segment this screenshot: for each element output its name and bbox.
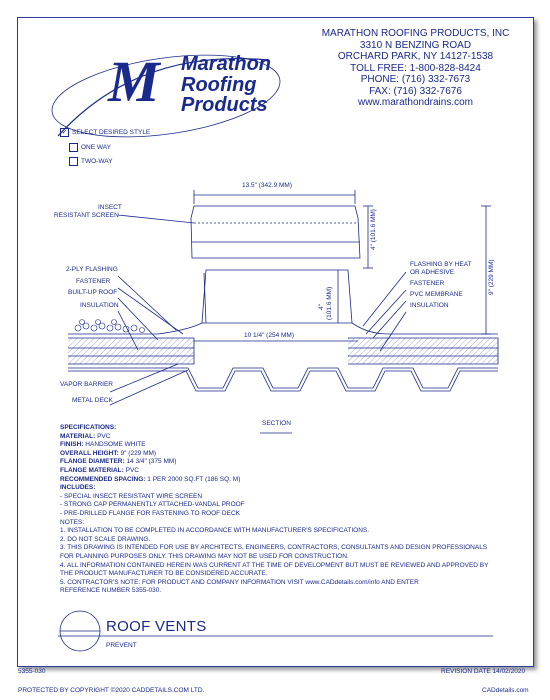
specifications [60, 424, 520, 596]
style-select-label: SELECT DESIRED STYLE [72, 129, 151, 137]
company-address-1: 3310 N BENZING ROAD [359, 39, 472, 51]
label-insulation-right: INSULATION [410, 302, 449, 309]
spec-key: FLANGE DIAMETER: [60, 458, 125, 466]
company-fax: FAX: (716) 332-7676 [369, 85, 462, 97]
drawing-title: ROOF VENTS [106, 618, 207, 635]
note-line: REFERENCE NUMBER 5355-030. [60, 587, 162, 595]
caddetails-link[interactable]: CADdetails.com [482, 687, 529, 694]
label-flashing-heat: FLASHING BY HEAT [410, 261, 472, 268]
includes-heading: INCLUDES: [60, 484, 96, 492]
dim-flange: 10 1/4" (254 MM) [244, 332, 294, 339]
include-item: - SPECIAL INSECT RESISTANT WIRE SCREEN [60, 492, 203, 500]
spec-value: 14 3/4" (375 MM) [124, 458, 177, 466]
label-vapor-barrier: VAPOR BARRIER [60, 381, 113, 388]
drawing-subtitle: PREVENT [106, 642, 137, 649]
spec-value: 9" (229 MM) [118, 449, 157, 457]
note-line: 3. THIS DRAWING IS INTENDED FOR USE BY ARCHITECTS, ENGINEERS, CONTRACTORS, CONSULTANTS AND DESIGN PROFESSIONALS [60, 544, 488, 552]
revision-date: REVISION DATE 14/02/2020 [441, 668, 526, 675]
label-resistant-screen: RESISTANT SCREEN [54, 212, 119, 219]
drawing-sheet [17, 17, 534, 667]
spec-row [60, 476, 520, 485]
label-fastener-right: FASTENER [410, 280, 445, 287]
logo-letter: M [108, 49, 160, 114]
note-line: FOR PLANNING PURPOSES ONLY. THIS DRAWING MAY NOT BE USED FOR CONSTRUCTION. [60, 552, 349, 560]
copyright: PROTECTED BY COPYRIGHT ©2020 CADDETAILS.COM LTD. [18, 687, 205, 694]
spec-key: MATERIAL: [60, 432, 96, 440]
reference-number: 5355-030 [18, 668, 46, 675]
option-one-way-label: ONE WAY [81, 144, 111, 152]
include-item: - PRE-DRILLED FLANGE FOR FASTENING TO ROOF DECK [60, 509, 240, 517]
note-line: 2. DO NOT SCALE DRAWING. [60, 535, 151, 543]
spec-value: HANDSOME WHITE [83, 441, 146, 449]
spec-row [60, 433, 520, 442]
dim-cap: 4" (101.6 MM) [370, 209, 377, 250]
section-label: SECTION [262, 420, 291, 427]
company-tollfree: TOLL FREE: 1-800-828-8424 [350, 62, 481, 74]
label-fastener-left: FASTENER [76, 278, 111, 285]
spec-row [60, 441, 520, 450]
label-pvc-membrane: PVC MEMBRANE [410, 291, 463, 298]
company-name: MARATHON ROOFING PRODUCTS, INC [321, 28, 510, 39]
include-item: - STRONG CAP PERMANENTLY ATTACHED-VANDAL PROOF [60, 501, 245, 509]
company-web[interactable]: www.marathondrains.com [357, 97, 474, 108]
label-2ply-flashing: 2-PLY FLASHING [66, 266, 118, 273]
spec-key: FLANGE MATERIAL: [60, 466, 124, 474]
spec-row [60, 458, 520, 467]
spec-key: RECOMMENDED SPACING: [60, 475, 146, 483]
label-or-adhesive: OR ADHESIVE [410, 269, 455, 276]
checked-box-icon: ✓ [61, 129, 68, 136]
label-metal-deck: METAL DECK [72, 397, 113, 404]
logo-line-1: Marathon [181, 53, 271, 75]
label-insect: INSECT [98, 204, 122, 211]
note-line: THE PRODUCT MANUFACTURER TO BE CONSIDERED ACCURATE. [60, 570, 268, 578]
spec-value: PVC [123, 466, 139, 474]
spec-value: 1 PER 2000 SQ.FT (186 SQ. M) [145, 475, 241, 483]
spec-value: PVC [95, 432, 111, 440]
dim-neck-b: (101.6 MM) [326, 286, 333, 320]
logo-line-3: Products [181, 94, 268, 116]
company-phone: PHONE: (716) 332-7673 [360, 74, 471, 85]
note-line: 5. CONTRACTOR'S NOTE: FOR PRODUCT AND COMPANY INFORMATION VISIT www.CADdetails.com/info AND ENTER [60, 578, 419, 586]
dim-neck-a: 4" [318, 304, 325, 310]
spec-key: OVERALL HEIGHT: [60, 449, 119, 457]
company-address-2: ORCHARD PARK, NY 14127-1538 [337, 51, 494, 62]
option-two-way-label: TWO-WAY [81, 158, 113, 166]
dim-top: 13.5" (342.9 MM) [242, 182, 292, 189]
spec-key: FINISH: [60, 441, 84, 449]
note-line: 4. ALL INFORMATION CONTAINED HEREIN WAS CURRENT AT THE TIME OF DEVELOPMENT BUT MUST BE REVIEWED AND APPROVED BY [60, 561, 489, 569]
notes-heading: NOTES: [60, 518, 85, 526]
label-built-up-roof: BUILT-UP ROOF [68, 289, 118, 296]
spec-row [60, 450, 520, 459]
logo-line-2: Roofing [181, 74, 257, 96]
dim-height: 9" (229 MM) [488, 259, 495, 295]
spec-row [60, 467, 520, 476]
note-line: 1. INSTALLATION TO BE COMPLETED IN ACCORDANCE WITH MANUFACTURER'S SPECIFICATIONS. [60, 527, 370, 535]
label-insulation-left: INSULATION [80, 302, 119, 309]
spec-heading: SPECIFICATIONS: [60, 424, 117, 431]
